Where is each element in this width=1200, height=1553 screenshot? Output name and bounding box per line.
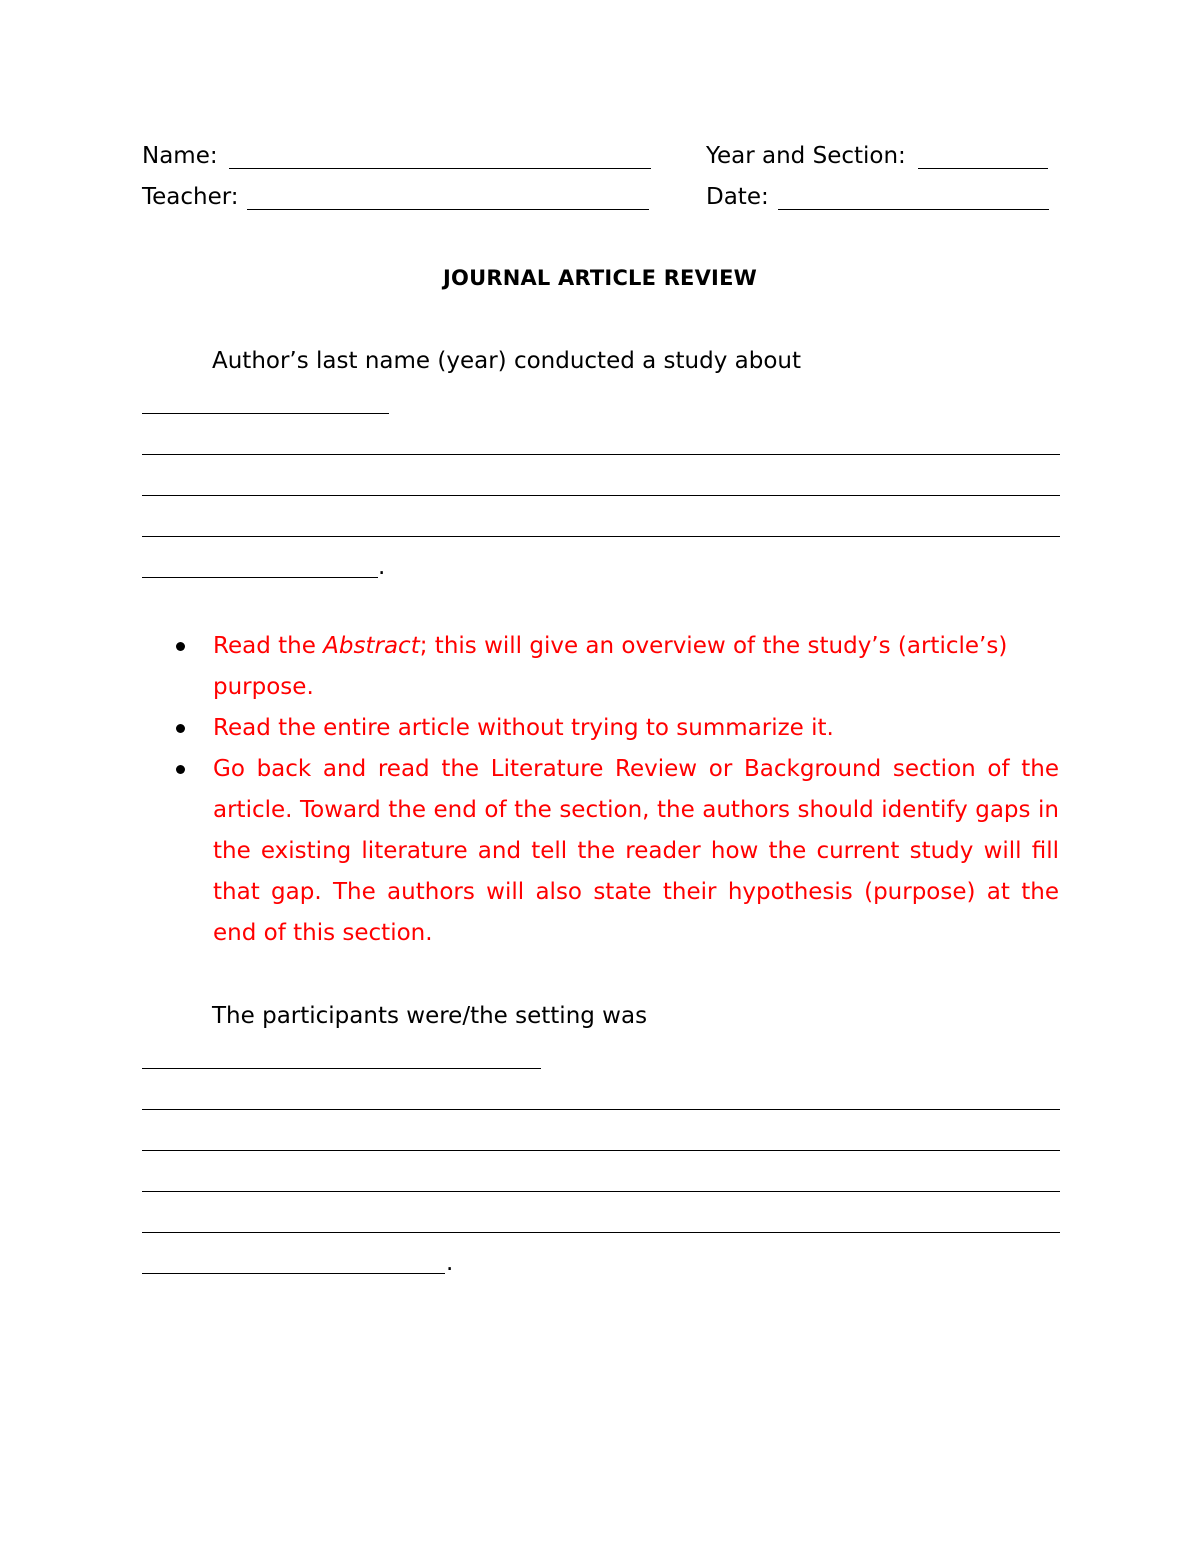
- answer-line[interactable]: [142, 1150, 1060, 1151]
- instruction-text: ; this will give an overview of the study’s (article’s) purpose.: [213, 633, 1008, 700]
- answer-line[interactable]: [142, 577, 378, 578]
- prompt-study-about: Author’s last name (year) conducted a study about: [212, 348, 802, 374]
- bullet-icon: [176, 642, 185, 651]
- answer-line[interactable]: [142, 1273, 445, 1274]
- year-section-field-line[interactable]: [918, 168, 1048, 169]
- prompt-participants: The participants were/the setting was: [212, 1003, 648, 1029]
- instruction-text: Read the: [213, 633, 324, 659]
- answer-line[interactable]: [142, 1068, 541, 1069]
- answer-line[interactable]: [142, 454, 1060, 455]
- answer-line[interactable]: [142, 413, 389, 414]
- bullet-icon: [176, 724, 185, 733]
- end-period: .: [378, 554, 386, 580]
- date-field-line[interactable]: [778, 209, 1049, 210]
- answer-line[interactable]: [142, 1109, 1060, 1110]
- answer-line[interactable]: [142, 1191, 1060, 1192]
- instruction-literature-review: Go back and read the Literature Review or Background section of the article. Toward the end of the section, the authors should identify gaps in the existing literature and tell the reader how the current study will fill that gap. The authors will also state their hypothesis (purpose) at the end of this section.: [213, 756, 1059, 946]
- answer-line[interactable]: [142, 536, 1060, 537]
- date-label: Date:: [706, 184, 769, 210]
- name-field-line[interactable]: [229, 168, 651, 169]
- page-title: JOURNAL ARTICLE REVIEW: [443, 266, 757, 290]
- answer-line[interactable]: [142, 1232, 1060, 1233]
- abstract-emphasis: Abstract: [323, 633, 420, 659]
- instruction-read-entire: Read the entire article without trying to summarize it.: [213, 715, 834, 741]
- teacher-field-line[interactable]: [247, 209, 649, 210]
- teacher-label: Teacher:: [142, 184, 239, 210]
- year-section-label: Year and Section:: [706, 143, 906, 169]
- bullet-icon: [176, 765, 185, 774]
- answer-line[interactable]: [142, 495, 1060, 496]
- name-label: Name:: [142, 143, 218, 169]
- instruction-abstract: [213, 626, 1059, 708]
- end-period: .: [446, 1250, 454, 1276]
